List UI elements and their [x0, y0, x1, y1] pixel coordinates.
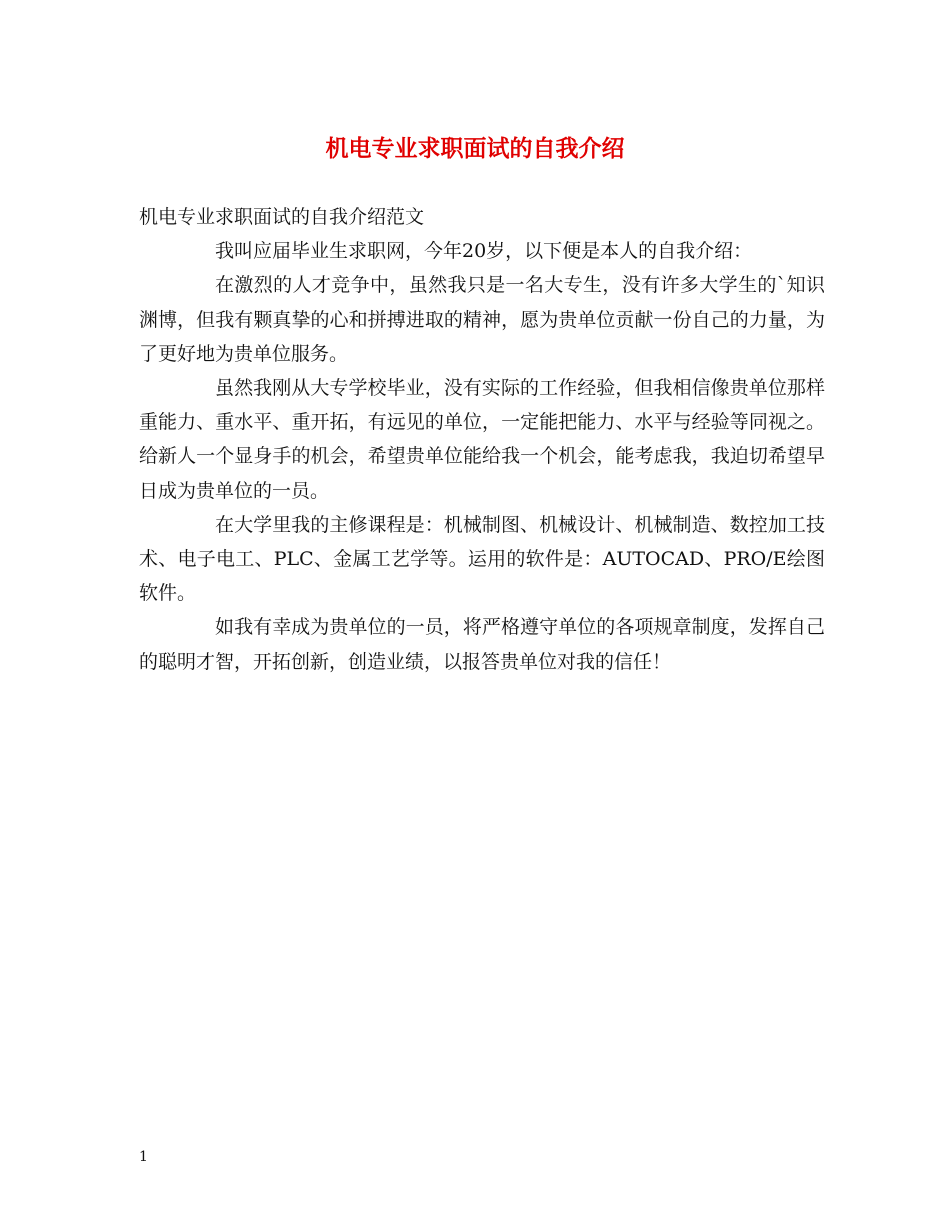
document-title: 机电专业求职面试的自我介绍: [325, 135, 625, 162]
page-number: 1: [139, 1149, 148, 1165]
paragraph-intro: 我叫应届毕业生求职网，今年20岁，以下便是本人的自我介绍：: [215, 240, 753, 263]
paragraph-experience: 虽然我刚从大专学校毕业，没有实际的工作经验，但我相信像贵单位那样重能力、重水平、重开拓，有远见的单位，一定能把能力、水平与经验等同视之。给新人一个显身手的机会，希望贵单位能给我一个机会，能考虑我，我迫切希望早日成为贵单位的一员。: [139, 377, 825, 502]
document-body: [139, 200, 825, 679]
paragraph-closing: 如我有幸成为贵单位的一员，将严格遵守单位的各项规章制度，发挥自己的聪明才智，开拓创新，创造业绩，以报答贵单位对我的信任！: [139, 616, 825, 673]
paragraph-courses: 在大学里我的主修课程是：机械制图、机械设计、机械制造、数控加工技术、电子电工、PLC、金属工艺学等。运用的软件是：AUTOCAD、PRO/E绘图软件。: [139, 513, 825, 605]
document-subtitle: 机电专业求职面试的自我介绍范文: [139, 206, 425, 228]
paragraph-competition: 在激烈的人才竞争中，虽然我只是一名大专生，没有许多大学生的`知识渊博，但我有颗真挚的心和拼搏进取的精神，愿为贵单位贡献一份自己的力量，为了更好地为贵单位服务。: [139, 274, 825, 365]
